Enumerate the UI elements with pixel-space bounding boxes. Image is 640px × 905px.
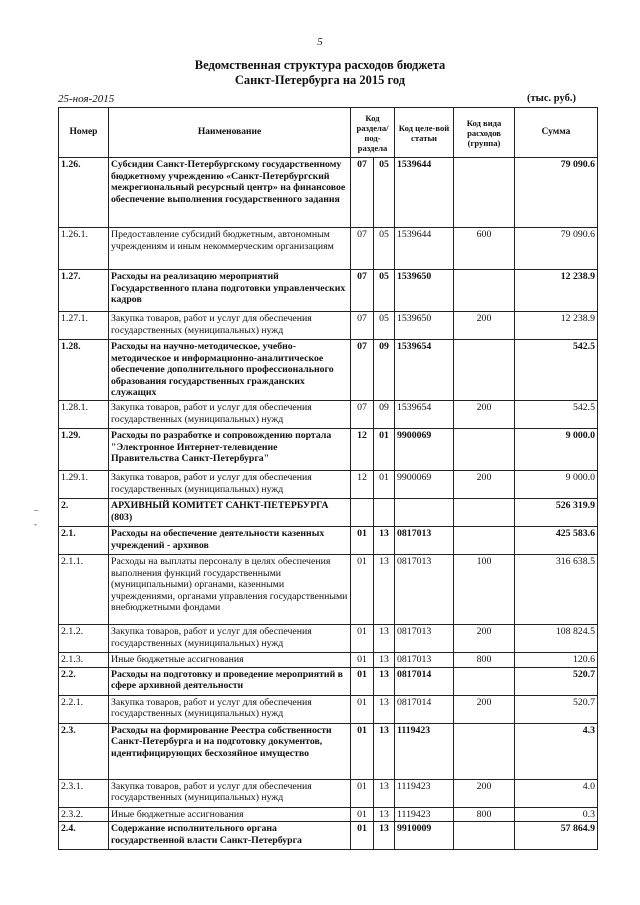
row-number: 2.1.3. [59,652,109,667]
table-row [59,822,598,850]
row-target-code: 9900069 [395,470,454,498]
row-target-code: 0817013 [395,554,454,624]
row-target-code: 0817013 [395,526,454,554]
row-amount: 9 000.0 [515,428,598,470]
row-subsection: 09 [374,340,395,401]
row-expense-type: 100 [454,554,515,624]
report-date: 25-ноя-2015 [58,93,115,105]
row-section: 01 [351,526,374,554]
row-subsection: 13 [374,526,395,554]
row-name: Расходы на выплаты персоналу в целях обеспечения выполнения функций государственными (муниципальными) органами, казенными учреждениями, органами управления государственными внебюджетными фондами [109,554,351,624]
row-target-code: 1119423 [395,779,454,807]
row-expense-type [454,526,515,554]
row-target-code: 1119423 [395,807,454,822]
row-name: Закупка товаров, работ и услуг для обеспечения государственных (муниципальных) нужд [109,695,351,723]
row-subsection: 01 [374,428,395,470]
row-number: 1.28.1. [59,400,109,428]
row-target-code: 1539644 [395,228,454,270]
row-amount: 12 238.9 [515,270,598,312]
header-amount: Сумма [515,108,598,158]
row-name: Расходы на научно-методическое, учебно-методическое и информационно-аналитическое обеспечение дополнительного профессионального образования государственных гражданских служащих [109,340,351,401]
row-subsection: 13 [374,779,395,807]
row-expense-type [454,723,515,779]
row-number: 2.3.1. [59,779,109,807]
header-number: Номер [59,108,109,158]
row-target-code: 0817014 [395,667,454,695]
row-subsection: 05 [374,312,395,340]
document-title [0,58,640,88]
row-expense-type: 200 [454,470,515,498]
row-subsection: 13 [374,554,395,624]
row-amount: 520.7 [515,695,598,723]
row-number: 2.1.2. [59,624,109,652]
row-expense-type [454,667,515,695]
row-amount: 425 583.6 [515,526,598,554]
row-subsection: 09 [374,400,395,428]
row-number: 2. [59,498,109,526]
table-row [59,779,598,807]
row-subsection: 05 [374,228,395,270]
row-section: 01 [351,667,374,695]
row-name: Расходы на обеспечение деятельности казенных учреждений - архивов [109,526,351,554]
row-target-code: 1539650 [395,270,454,312]
table-row [59,624,598,652]
row-number: 2.3. [59,723,109,779]
row-subsection: 05 [374,270,395,312]
row-section: 01 [351,695,374,723]
row-section: 01 [351,807,374,822]
row-number: 1.29. [59,428,109,470]
row-section: 07 [351,158,374,228]
row-expense-type: 600 [454,228,515,270]
table-row [59,667,598,695]
row-number: 1.28. [59,340,109,401]
title-line-1: Ведомственная структура расходов бюджета [194,58,446,72]
row-section: 07 [351,228,374,270]
row-number: 2.1.1. [59,554,109,624]
row-target-code: 0817013 [395,624,454,652]
header-section: Код раздела/ под-раздела [351,108,395,158]
table-body [59,158,598,850]
row-section: 12 [351,428,374,470]
row-subsection: 01 [374,470,395,498]
header-expense-type: Код вида расходов (группа) [454,108,515,158]
row-subsection: 13 [374,667,395,695]
row-name: Иные бюджетные ассигнования [109,652,351,667]
row-name: Закупка товаров, работ и услуг для обеспечения государственных (муниципальных) нужд [109,312,351,340]
row-section: 12 [351,470,374,498]
row-amount: 79 090.6 [515,158,598,228]
row-subsection: 13 [374,723,395,779]
row-target-code: 0817014 [395,695,454,723]
row-subsection: 13 [374,807,395,822]
row-section: 01 [351,822,374,850]
table-row [59,340,598,401]
row-name: АРХИВНЫЙ КОМИТЕТ САНКТ-ПЕТЕРБУРГА (803) [109,498,351,526]
row-expense-type [454,822,515,850]
row-subsection: 13 [374,695,395,723]
row-name: Содержание исполнительного органа государственной власти Санкт-Петербурга [109,822,351,850]
table-row [59,526,598,554]
row-subsection: 13 [374,822,395,850]
table-row [59,695,598,723]
row-number: 2.3.2. [59,807,109,822]
row-section: 01 [351,779,374,807]
row-expense-type: 200 [454,695,515,723]
table-row [59,723,598,779]
row-amount: 0.3 [515,807,598,822]
row-name: Предоставление субсидий бюджетным, автономным учреждениям и иным некоммерческим организациям [109,228,351,270]
scan-mark: - [34,519,37,529]
row-section: 07 [351,400,374,428]
row-name: Закупка товаров, работ и услуг для обеспечения государственных (муниципальных) нужд [109,400,351,428]
row-expense-type: 800 [454,652,515,667]
row-amount: 520.7 [515,667,598,695]
row-name: Закупка товаров, работ и услуг для обеспечения государственных (муниципальных) нужд [109,624,351,652]
row-amount: 4.3 [515,723,598,779]
row-expense-type: 200 [454,400,515,428]
row-number: 2.2. [59,667,109,695]
row-expense-type [454,340,515,401]
row-name: Расходы на формирование Реестра собственности Санкт-Петербурга и на подготовку документов, идентифицирующих бесхозяйное имущество [109,723,351,779]
row-section: 07 [351,312,374,340]
row-number: 1.29.1. [59,470,109,498]
row-section: 01 [351,723,374,779]
row-target-code: 9910009 [395,822,454,850]
row-number: 1.27.1. [59,312,109,340]
row-number: 2.1. [59,526,109,554]
row-expense-type [454,158,515,228]
table-row [59,428,598,470]
row-target-code: 1539650 [395,312,454,340]
header-name: Наименование [109,108,351,158]
row-target-code: 1539654 [395,400,454,428]
row-name: Расходы по разработке и сопровождению портала "Электронное Интернет-телевидение Правительства Санкт-Петербурга" [109,428,351,470]
row-section: 07 [351,340,374,401]
table-row [59,228,598,270]
row-target-code: 0817013 [395,652,454,667]
row-number: 2.2.1. [59,695,109,723]
row-amount: 542.5 [515,400,598,428]
row-section: 01 [351,624,374,652]
page-number: 5 [317,36,323,48]
row-amount: 4.0 [515,779,598,807]
row-subsection: 05 [374,158,395,228]
row-amount: 120.6 [515,652,598,667]
row-name: Расходы на подготовку и проведение мероприятий в сфере архивной деятельности [109,667,351,695]
row-section: 01 [351,652,374,667]
row-subsection [374,498,395,526]
table-row [59,400,598,428]
row-amount: 526 319.9 [515,498,598,526]
units-label: (тыс. руб.) [527,93,576,104]
table-row [59,554,598,624]
row-section [351,498,374,526]
row-section: 01 [351,554,374,624]
row-expense-type: 200 [454,779,515,807]
header-target: Код целе-вой статьи [395,108,454,158]
table-header-row [59,108,598,158]
table-row [59,270,598,312]
row-expense-type [454,428,515,470]
row-amount: 542.5 [515,340,598,401]
row-target-code: 1539644 [395,158,454,228]
row-target-code: 9900069 [395,428,454,470]
table-row [59,158,598,228]
row-number: 1.27. [59,270,109,312]
row-amount: 108 824.5 [515,624,598,652]
row-amount: 316 638.5 [515,554,598,624]
table-row [59,498,598,526]
scan-mark: – [34,505,39,515]
row-name: Расходы на реализацию мероприятий Государственного плана подготовки управленческих кадров [109,270,351,312]
row-name: Субсидии Санкт-Петербургскому государственному бюджетному учреждению «Санкт-Петербургский межрегиональный ресурсный центр» на финансовое обеспечение выполнения государственного задания [109,158,351,228]
row-section: 07 [351,270,374,312]
row-amount: 9 000.0 [515,470,598,498]
row-amount: 57 864.9 [515,822,598,850]
row-expense-type: 200 [454,312,515,340]
row-expense-type: 200 [454,624,515,652]
row-name: Закупка товаров, работ и услуг для обеспечения государственных (муниципальных) нужд [109,470,351,498]
table-row [59,807,598,822]
table-row [59,312,598,340]
title-line-2: Санкт-Петербурга на 2015 год [234,73,406,87]
row-target-code: 1539654 [395,340,454,401]
row-number: 1.26. [59,158,109,228]
row-target-code [395,498,454,526]
row-number: 1.26.1. [59,228,109,270]
row-name: Закупка товаров, работ и услуг для обеспечения государственных (муниципальных) нужд [109,779,351,807]
row-subsection: 13 [374,624,395,652]
row-subsection: 13 [374,652,395,667]
row-name: Иные бюджетные ассигнования [109,807,351,822]
row-number: 2.4. [59,822,109,850]
row-expense-type: 800 [454,807,515,822]
row-amount: 12 238.9 [515,312,598,340]
budget-table [58,107,598,850]
table-row [59,470,598,498]
row-target-code: 1119423 [395,723,454,779]
table-row [59,652,598,667]
row-expense-type [454,270,515,312]
row-amount: 79 090.6 [515,228,598,270]
row-expense-type [454,498,515,526]
